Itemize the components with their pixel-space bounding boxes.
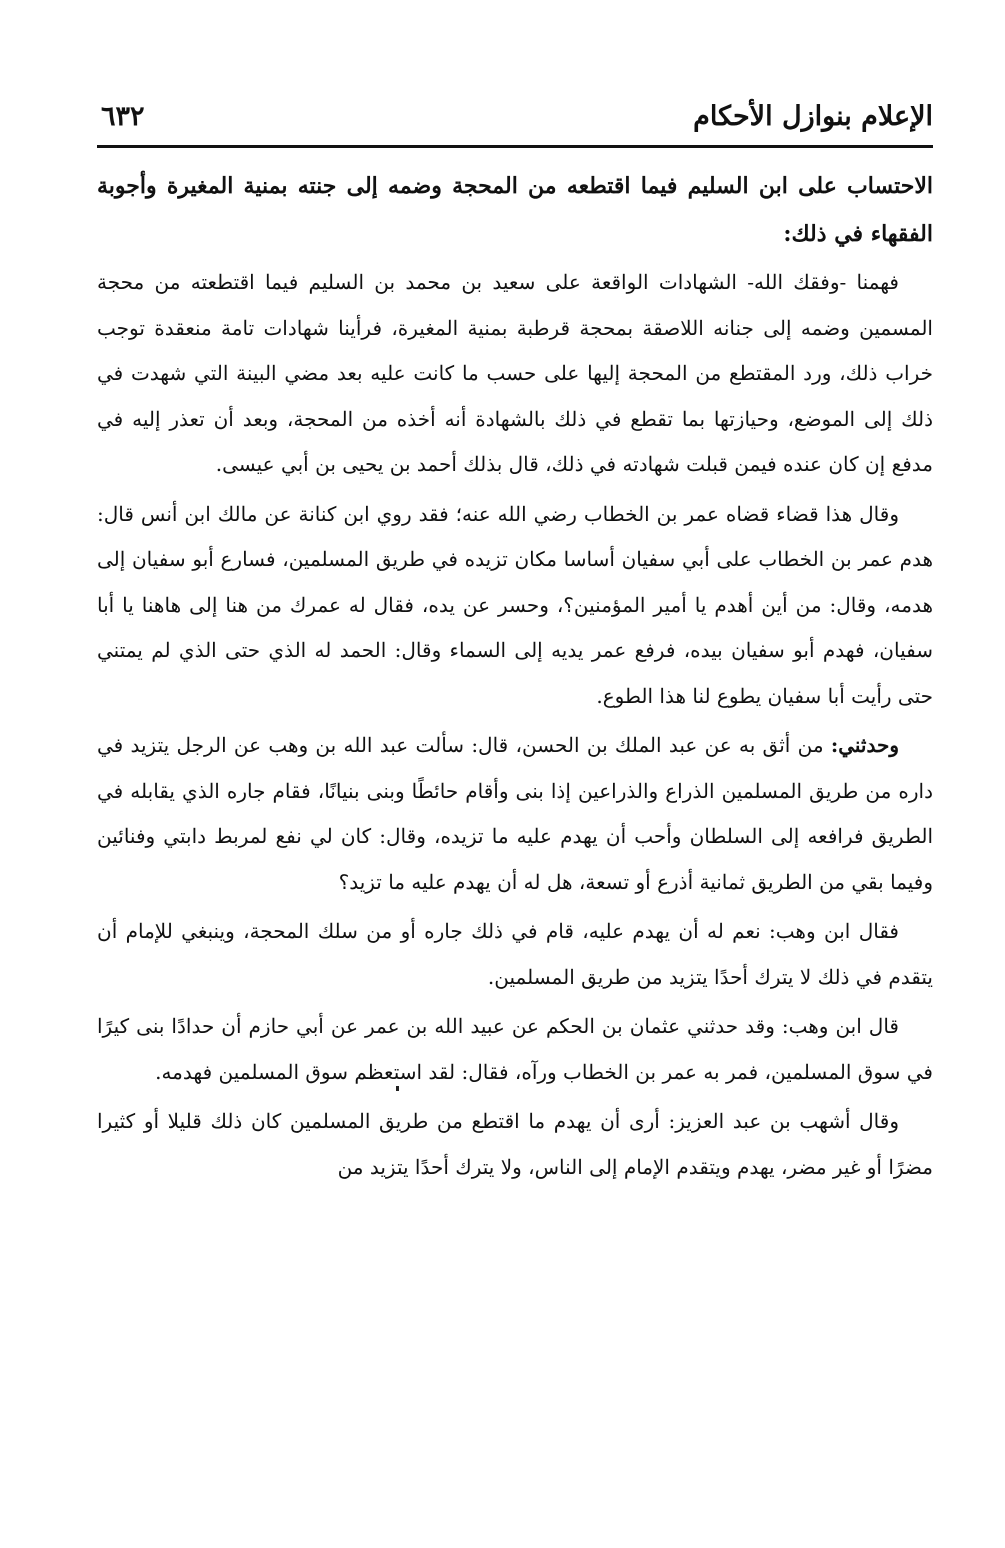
paragraph-6: [97, 1099, 933, 1190]
paragraph-text: فقال ابن وهب: نعم له أن يهدم عليه، قام في ذلك جاره أو من سلك المحجة، وينبغي للإمام أن يتقدم في ذلك لا يترك أحدًا يتزيد من طريق المسلمين.: [97, 919, 933, 989]
header-divider: [97, 145, 933, 148]
paragraph-text: قال ابن وهب: وقد حدثني عثمان بن الحكم عن عبيد الله بن عمر عن أبي حازم أن حدادًا بنى كيرًا في سوق المسلمين، فمر به عمر بن الخطاب ورآه، فقال: لقد استعظم سوق المسلمين فهدمه.: [97, 1014, 933, 1084]
paragraph-5: [97, 1004, 933, 1095]
section-heading: الاحتساب على ابن السليم فيما اقتطعه من المحجة وضمه إلى جنته بمنية المغيرة وأجوبة الفقهاء في ذلك:: [97, 173, 933, 247]
paragraph-text: فهمنا -وفقك الله- الشهادات الواقعة على سعيد بن محمد بن السليم فيما اقتطعته من محجة المسمين وضمه إلى جنانه اللاصقة بمحجة قرطبة بمنية المغيرة، فرأينا شهادات تامة منعقدة توجب خراب ذلك، ورد المقتطع من المحجة إليها على حسب ما كانت عليه بعد مضي البينة التي شهدت في ذلك إلى الموضع، وحيازتها بما تقطع في ذلك بالشهادة أنه أخذه من المحجة، وبعد أن تعذر إليه في مدفع إن كان عنده فيمن قبلت شهادته في ذلك، قال بذلك أحمد بن يحيى بن أبي عيسى.: [97, 270, 933, 476]
paragraph-text: وقال أشهب بن عبد العزيز: أرى أن يهدم ما اقتطع من طريق المسلمين كان ذلك قليلا أو كثيرا مضرًا أو غير مضر، يهدم ويتقدم الإمام إلى الناس، ولا يترك أحدًا يتزيد من: [97, 1109, 933, 1179]
paragraph-1: [97, 260, 933, 488]
page-number: ٦٣٢: [101, 101, 145, 132]
paragraph-text: من أثق به عن عبد الملك بن الحسن، قال: سألت عبد الله بن وهب عن الرجل يتزيد في داره من طريق المسلمين الذراع والذراعين إذا بنى وأقام حائطًا وبنى بنيانًا، فقام جاره الذي يقابله في الطريق فرافعه إلى السلطان وأحب أن يهدم عليه ما تزيده، وقال: كان لي نفع لمربط دابتي وفنائين وفيما بقي من الطريق ثمانية أذرع أو تسعة، هل له أن يهدم عليه ما تزيد؟: [97, 733, 933, 894]
scan-speck: [396, 1086, 399, 1091]
paragraph-3: [97, 723, 933, 905]
running-header: [97, 95, 933, 145]
book-page-content: [97, 95, 933, 1194]
book-title: الإعلام بنوازل الأحكام: [693, 101, 933, 132]
paragraph-text: وقال هذا قضاء قضاه عمر بن الخطاب رضي الله عنه؛ فقد روي ابن كنانة عن مالك ابن أنس قال: هدم عمر بن الخطاب على أبي سفيان أساسا مكان تزيده في طريق المسلمين، فسارع أبو سفيان إلى هدمه، وقال: من أين أهدم يا أمير المؤمنين؟، وحسر عن يده، فقال له عمرك من هنا إلى هاهنا يا أبا سفيان، فهدم أبو سفيان بيده، فرفع عمر يديه إلى السماء وقال: الحمد له الذي حتى الذي لم يمتني حتى رأيت أبا سفيان يطوع لنا هذا الطوع.: [97, 501, 933, 708]
paragraph-4: [97, 909, 933, 1000]
paragraph-lead: وحدثني:: [830, 733, 899, 757]
paragraph-2: [97, 492, 933, 720]
